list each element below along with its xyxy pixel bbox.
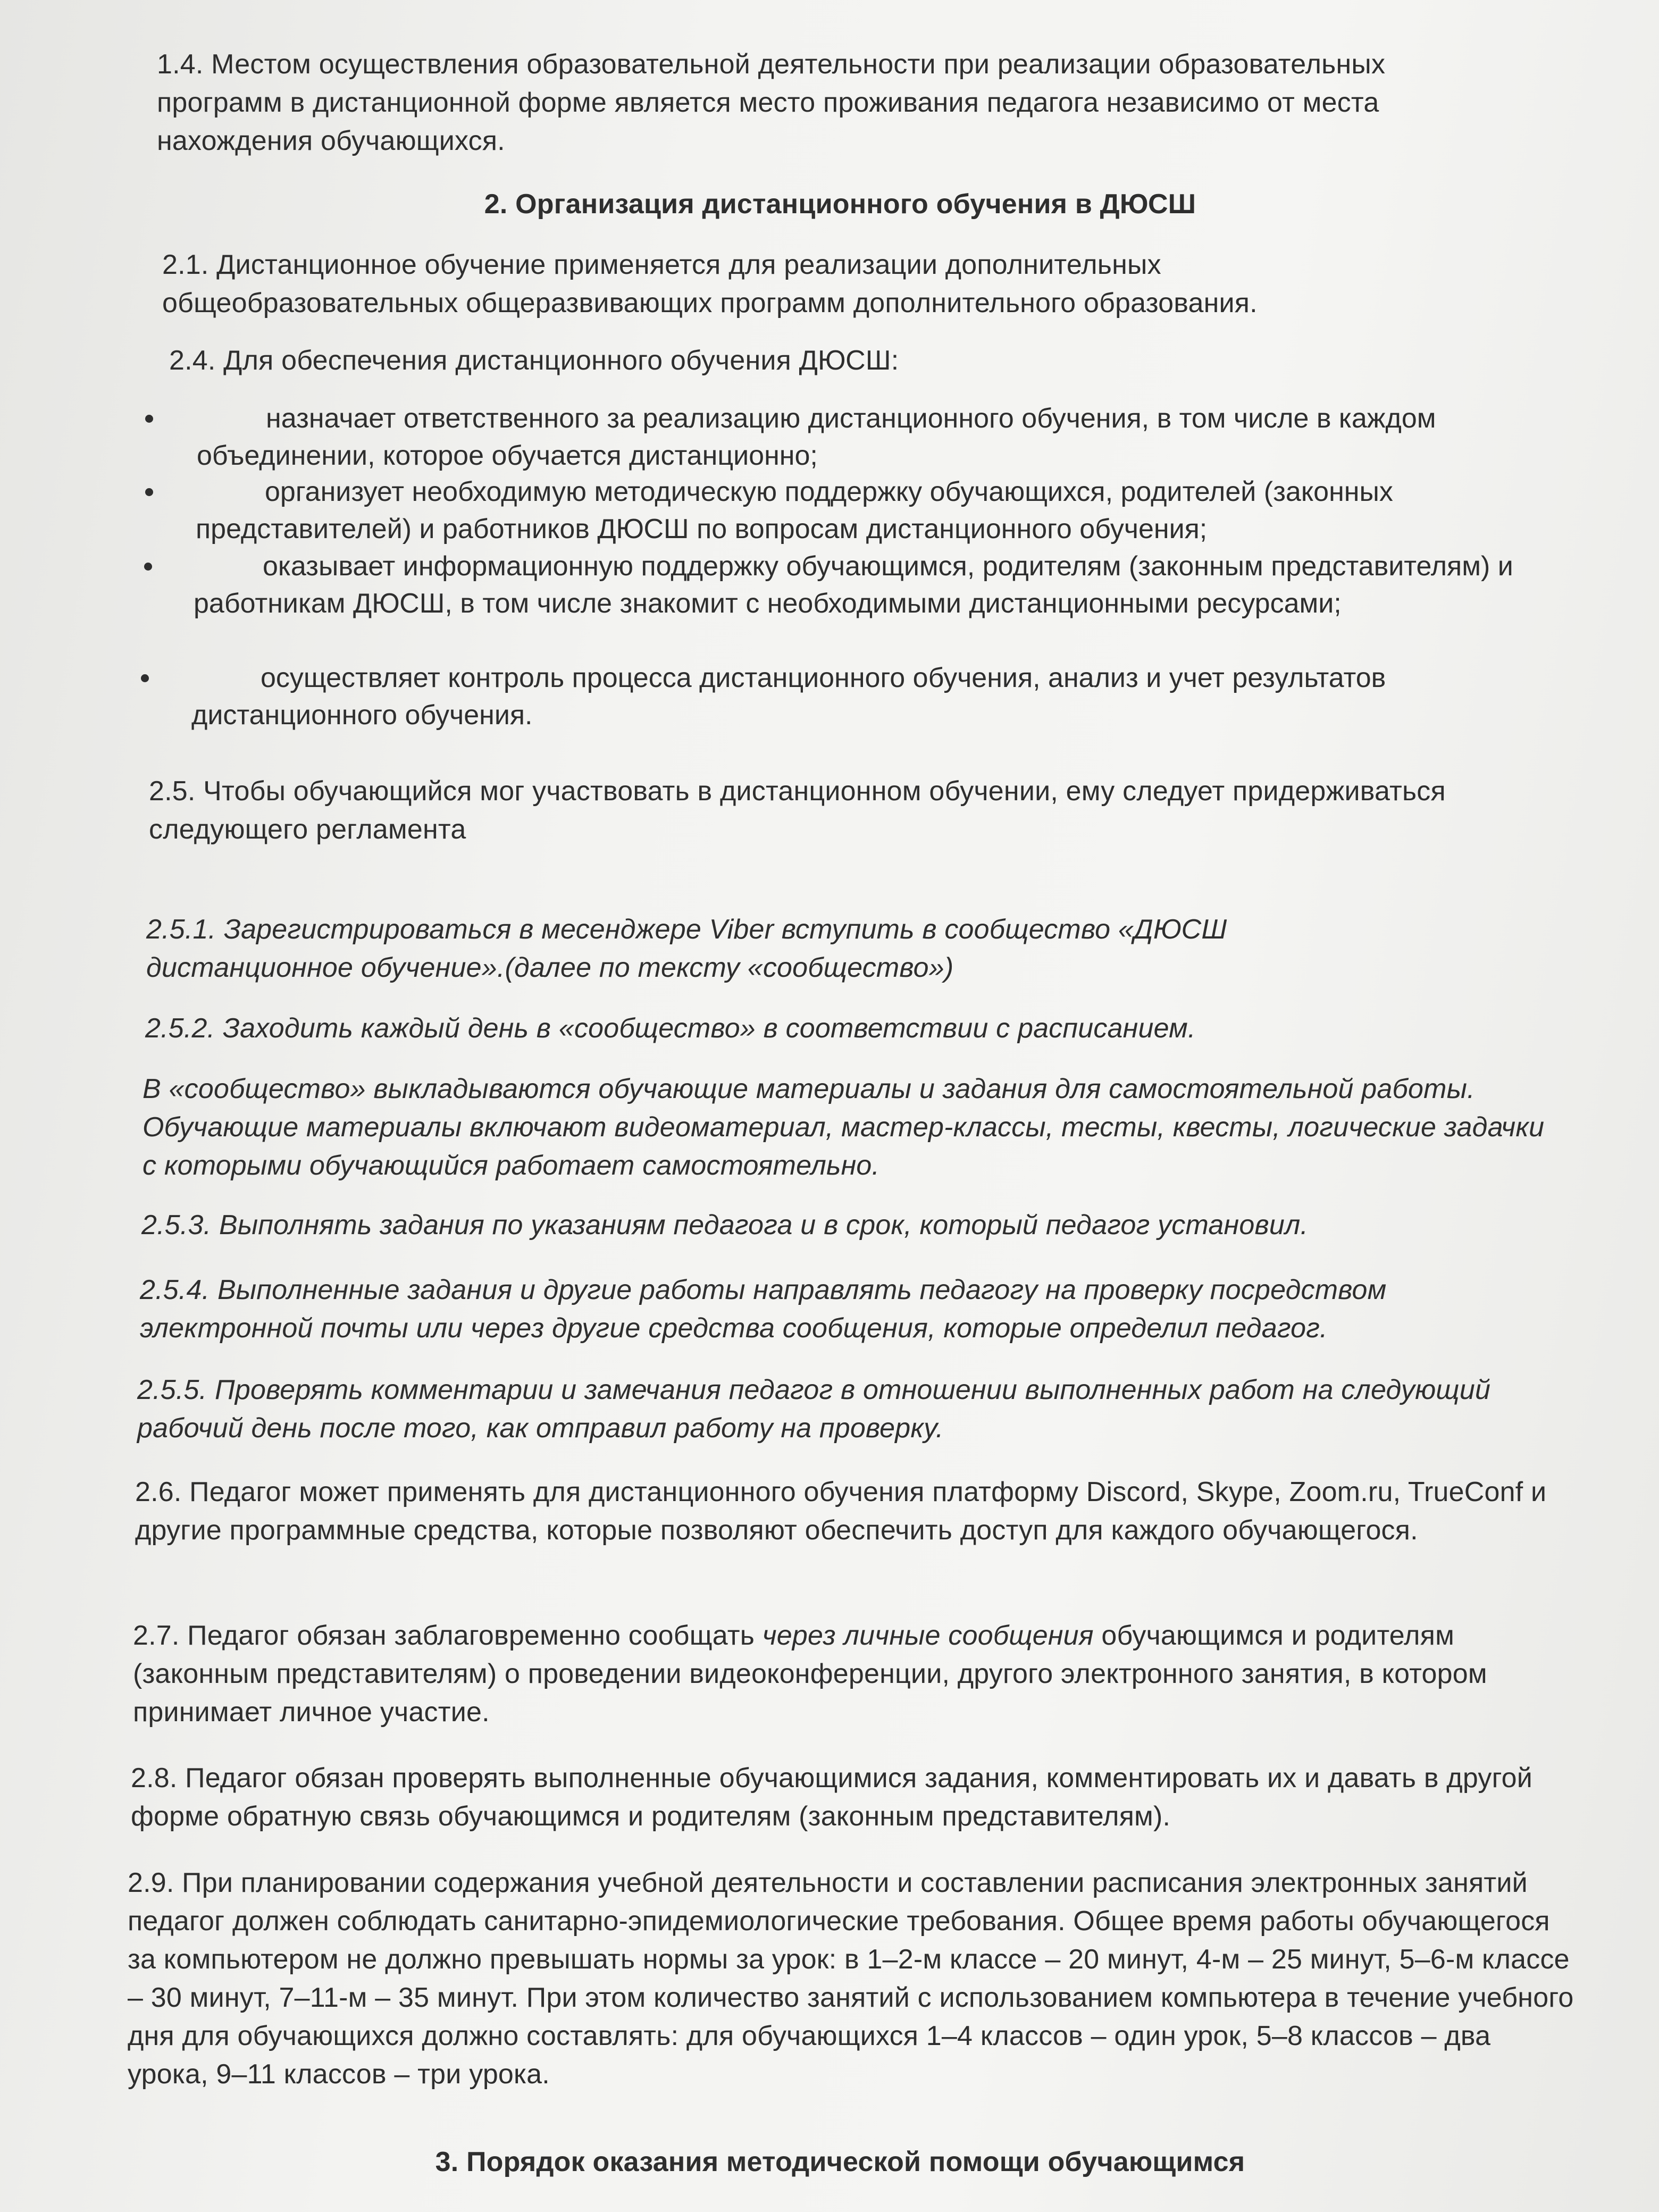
bullet-dot — [144, 563, 152, 571]
bullet-item: назначает ответственного за реализацию дистанционного обучения, в том числе в каждом объединении, которое обучается дистанционно; — [197, 403, 1436, 471]
paragraph-2-5-1: 2.5.1. Зарегистрироваться в месенджере Viber вступить в сообщество «ДЮСШ дистанционное обучение».(далее по тексту «сообщество») — [146, 914, 1227, 983]
paragraph-2-6: 2.6. Педагог может применять для дистанционного обучения платформу Discord, Skype, Zoom.ru, TrueConf и другие программные средства, которые позволяют обеспечить доступ для каждого обучающегося. — [135, 1477, 1547, 1546]
bullet-dot — [145, 415, 153, 423]
paragraph-2-9: 2.9. При планировании содержания учебной деятельности и составлении расписания электронных занятий педагог должен соблюдать санитарно-эпидемиологические требования. Общее время работы обучающегося за компьютером не должно превышать нормы за урок: в 1–2-м классе – 20 минут, 4-м – 25 минут, 5–6-м классе – 30 минут, 7–11-м – 35 минут. При этом количество занятий с использованием компьютера в течение учебного дня для обучающихся должно составлять: для обучающихся 1–4 классов – один урок, 5–8 классов – два урока, 9–11 классов – три урока. — [128, 1867, 1574, 2090]
paragraph-2-1: 2.1. Дистанционное обучение применяется для реализации дополнительных общеобразовательных общеразвивающих программ дополнительного образования. — [162, 249, 1258, 319]
paragraph-2-4: 2.4. Для обеспечения дистанционного обучения ДЮСШ: — [169, 345, 899, 376]
paragraph-2-7: 2.7. Педагог обязан заблаговременно сообщать через личные сообщения обучающимся и родителям (законным представителям) о проведении видеоконференции, другого электронного занятия, в котором принимает личное участие. — [133, 1620, 1487, 1728]
bullet-dot — [145, 488, 153, 496]
paragraph-2-5-4: 2.5.4. Выполненные задания и другие работы направлять педагогу на проверку посредством электронной почты или через другие средства сообщения, которые определил педагог. — [140, 1275, 1387, 1344]
paragraph-community-materials: В «сообщество» выкладываются обучающие материалы и задания для самостоятельной работы. Обучающие материалы включают видеоматериал, мастер-классы, тесты, квесты, логические задачки с которыми обучающийся работает самостоятельно. — [143, 1074, 1545, 1181]
bullet-item: организует необходимую методическую поддержку обучающихся, родителей (законных представителей) и работников ДЮСШ по вопросам дистанционного обучения; — [196, 476, 1393, 544]
paragraph-2-5-2: 2.5.2. Заходить каждый день в «сообщество» в соответствии с расписанием. — [145, 1013, 1196, 1044]
paragraph-2-5: 2.5. Чтобы обучающийся мог участвовать в дистанционном обучении, ему следует придерживаться следующего регламента — [149, 776, 1446, 845]
paragraph-2-5-3: 2.5.3. Выполнять задания по указаниям педагога и в срок, который педагог установил. — [141, 1210, 1309, 1241]
section-2-heading: 2. Организация дистанционного обучения в ДЮСШ — [484, 189, 1196, 220]
bullet-item: оказывает информационную поддержку обучающимся, родителям (законным представителям) и работникам ДЮСШ, в том числе знакомит с необходимыми дистанционными ресурсами; — [194, 551, 1513, 619]
section-3-heading: 3. Порядок оказания методической помощи обучающимся — [435, 2147, 1245, 2177]
bullet-dot — [141, 674, 149, 682]
bullet-item: осуществляет контроль процесса дистанционного обучения, анализ и учет результатов дистанционного обучения. — [191, 663, 1386, 731]
paragraph-2-8: 2.8. Педагог обязан проверять выполненные обучающимися задания, комментировать их и давать в другой форме обратную связь обучающимся и родителям (законным представителям). — [131, 1763, 1532, 1832]
paragraph-1-4: 1.4. Местом осуществления образовательной деятельности при реализации образовательных программ в дистанционной форме является место проживания педагога независимо от места нахождения обучающихся. — [157, 49, 1386, 156]
paragraph-2-5-5: 2.5.5. Проверять комментарии и замечания педагог в отношении выполненных работ на следующий рабочий день после того, как отправил работу на проверку. — [137, 1375, 1491, 1444]
emphasis-private-messages: через личные сообщения — [762, 1620, 1094, 1651]
